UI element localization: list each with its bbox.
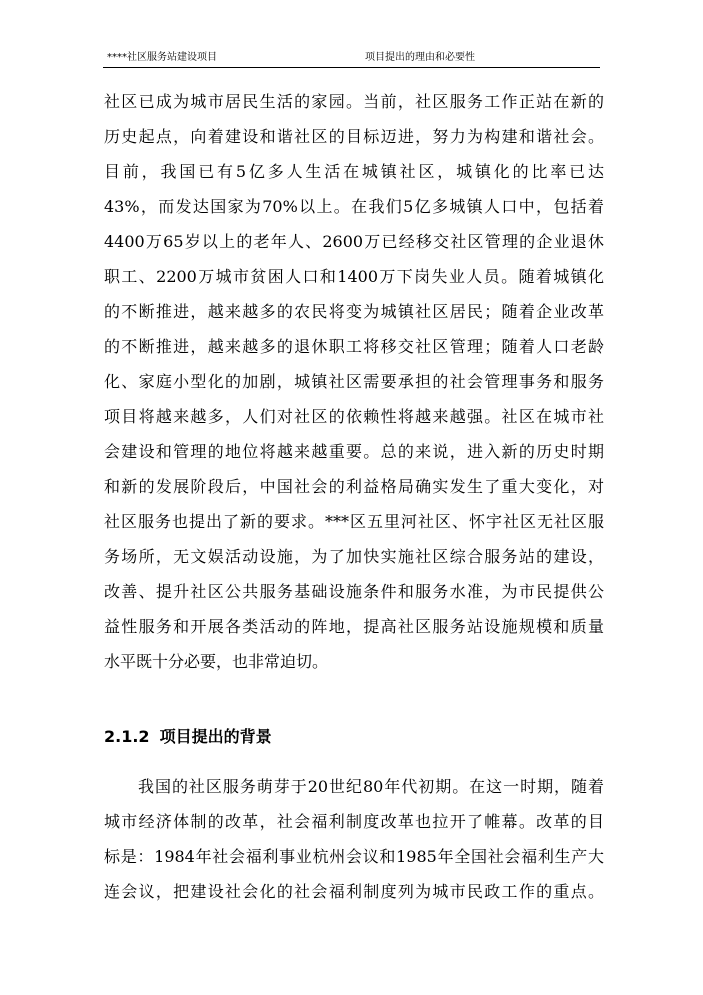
text-line: 的不断推进，越来越多的退休职工将移交社区管理；随着人口老龄 <box>104 337 604 356</box>
section-title: 项目提出的背景 <box>159 727 272 746</box>
text-line: 43%，而发达国家为70%以上。在我们5亿多城镇人口中，包括着 <box>104 197 604 216</box>
section-heading <box>104 727 272 747</box>
text-line: 职工、2200万城市贫困人口和1400万下岗失业人员。随着城镇化 <box>104 267 604 286</box>
header-project-name: ****社区服务站建设项目 <box>107 52 217 63</box>
header-rule <box>103 67 600 68</box>
text-line: 益性服务和开展各类活动的阵地，提高社区服务站设施规模和质量 <box>104 617 604 636</box>
text-line: 4400万65岁以上的老年人、2600万已经移交社区管理的企业退休 <box>104 232 604 251</box>
text-line: 城市经济体制的改革，社会福利制度改革也拉开了帷幕。改革的目 <box>104 812 604 831</box>
text-line: 化、家庭小型化的加剧，城镇社区需要承担的社会管理事务和服务 <box>104 372 604 391</box>
text-line: 目前，我国已有5亿多人生活在城镇社区，城镇化的比率已达 <box>104 162 604 181</box>
text-line: 社区已成为城市居民生活的家园。当前，社区服务工作正站在新的 <box>104 92 604 111</box>
text-line: 会建设和管理的地位将越来越重要。总的来说，进入新的历史时期 <box>104 442 604 461</box>
text-line: 和新的发展阶段后，中国社会的利益格局确实发生了重大变化，对 <box>104 477 604 496</box>
text-line: 连会议，把建设社会化的社会福利制度列为城市民政工作的重点。 <box>104 882 604 901</box>
section-number: 2.1.2 <box>104 727 150 746</box>
text-line: 社区服务也提出了新的要求。***区五里河社区、怀宇社区无社区服 <box>104 512 604 531</box>
text-line: 项目将越来越多，人们对社区的依赖性将越来越强。社区在城市社 <box>104 407 604 426</box>
page-header <box>103 50 600 66</box>
text-line: 历史起点，向着建设和谐社区的目标迈进，努力为构建和谐社会。 <box>104 127 604 146</box>
header-section-name: 项目提出的理由和必要性 <box>365 52 475 63</box>
text-line: 水平既十分必要，也非常迫切。 <box>104 652 329 671</box>
text-line: 标是：1984年社会福利事业杭州会议和1985年全国社会福利生产大 <box>104 847 604 866</box>
text-line: 的不断推进，越来越多的农民将变为城镇社区居民；随着企业改革 <box>104 302 604 321</box>
text-line: 我国的社区服务萌芽于20世纪80年代初期。在这一时期，随着 <box>138 777 604 796</box>
text-line: 务场所，无文娱活动设施，为了加快实施社区综合服务站的建设， <box>104 547 604 566</box>
text-line: 改善、提升社区公共服务基础设施条件和服务水准，为市民提供公 <box>104 582 604 601</box>
